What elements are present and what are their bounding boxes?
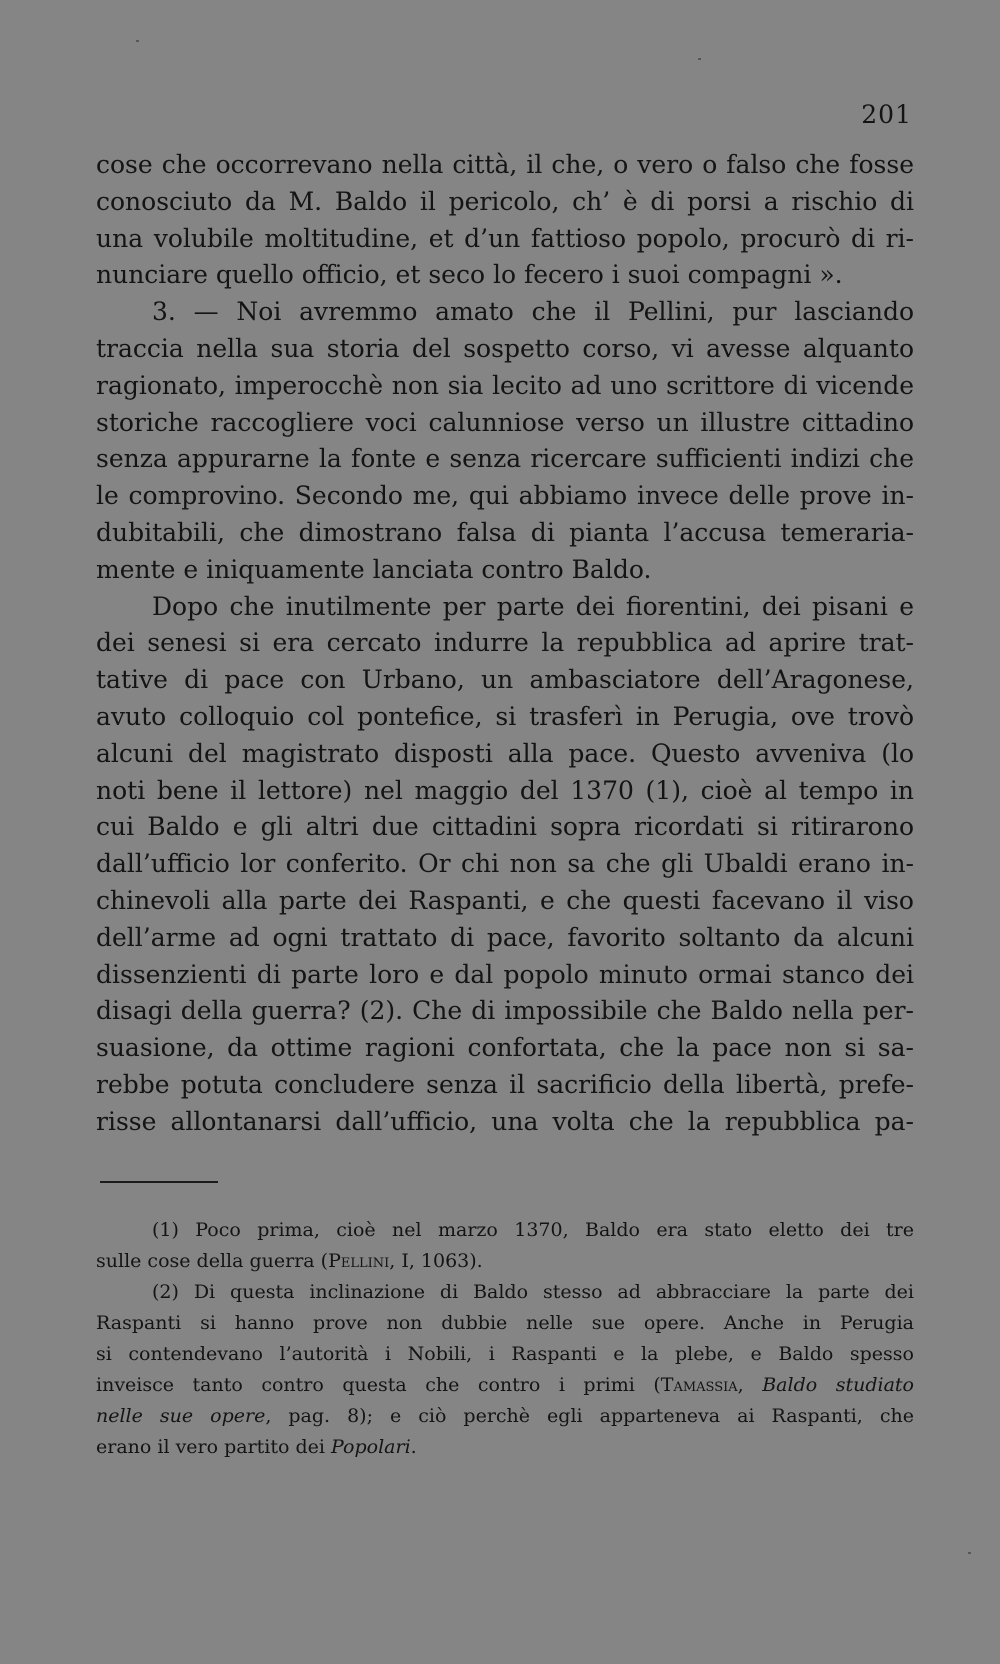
book-title: Baldo studiato: [762, 1374, 914, 1396]
text-line: nunciare quello officio, et seco lo fecero i suoi compagni ».: [96, 260, 843, 290]
text-line: chinevoli alla parte dei Raspanti, e che questi facevano il viso: [96, 885, 914, 915]
emphasized-term: Popolari: [331, 1436, 411, 1458]
text-line: rebbe potuta concludere senza il sacrificio della libertà, prefe-: [96, 1069, 914, 1099]
footnote-2-line: [96, 1432, 914, 1463]
text-line: dell’arme ad ogni trattato di pace, favorito soltanto da alcuni: [96, 922, 914, 952]
footnote-text: sulle cose della guerra (: [96, 1250, 329, 1272]
text-line: noti bene il lettore) nel maggio del 1370 (1), cioè al tempo in: [96, 775, 914, 805]
footnote-2-line: (2) Di questa inclinazione di Baldo stesso ad abbracciare la parte dei: [152, 1281, 914, 1303]
scan-speck: [968, 1552, 971, 1554]
footnote-divider: [100, 1181, 218, 1183]
text-line: conosciuto da M. Baldo il pericolo, ch’ è di porsi a rischio di: [96, 186, 914, 216]
footnote-2-line: Raspanti si hanno prove non dubbie nelle sue opere. Anche in Perugia: [96, 1312, 914, 1334]
footnote-text: erano il vero partito dei: [96, 1436, 332, 1458]
text-line: dissenzienti di parte loro e dal popolo minuto ormai stanco dei: [96, 959, 914, 989]
footnote-1-line: [96, 1246, 914, 1277]
text-line: disagi della guerra? (2). Che di impossibile che Baldo nella per-: [96, 996, 914, 1026]
main-text: [96, 147, 914, 1141]
text-line: cui Baldo e gli altri due cittadini sopra ricordati si ritirarono: [96, 812, 914, 842]
text-line: avuto colloquio col pontefice, si trasferì in Perugia, ove trovò: [96, 701, 914, 731]
footnote-text: ,: [737, 1374, 763, 1396]
paragraph-start-line: 3. — Noi avremmo amato che il Pellini, pur lasciando: [152, 297, 914, 327]
paragraph-start-line: Dopo che inutilmente per parte dei fiorentini, dei pisani e: [152, 591, 914, 621]
text-line: le comprovino. Secondo me, qui abbiamo invece delle prove in-: [96, 481, 914, 511]
text-line: ragionato, imperocchè non sia lecito ad uno scrittore di vicende: [96, 370, 914, 400]
text-line: alcuni del magistrato disposti alla pace. Questo avveniva (lo: [96, 738, 914, 768]
footnote-text: , I, 1063).: [389, 1250, 483, 1272]
author-name: Pellini: [328, 1250, 390, 1272]
footnotes: [96, 1215, 914, 1463]
text-line: senza appurarne la fonte e senza ricercare sufficienti indizi che: [96, 444, 914, 474]
text-line: dall’ufficio lor conferito. Or chi non sa che gli Ubaldi erano in-: [96, 849, 914, 879]
footnote-2-line: si contendevano l’autorità i Nobili, i Raspanti e la plebe, e Baldo spesso: [96, 1343, 914, 1365]
footnote-1-line: (1) Poco prima, cioè nel marzo 1370, Baldo era stato eletto dei tre: [152, 1219, 914, 1241]
text-line: dei senesi si era cercato indurre la repubblica ad aprire trat-: [96, 628, 914, 658]
footnote-text: , pag. 8); e ciò perchè egli apparteneva ai Raspanti, che: [265, 1405, 914, 1427]
scan-speck: [136, 40, 139, 42]
text-line: tative di pace con Urbano, un ambasciatore dell’Aragonese,: [96, 665, 914, 695]
footnote-2-line: [96, 1370, 914, 1401]
author-name: Tamassia: [660, 1374, 738, 1396]
text-line: dubitabili, che dimostrano falsa di pianta l’accusa temeraria-: [96, 517, 914, 547]
text-line: mente e iniquamente lanciata contro Baldo.: [96, 554, 652, 584]
book-title: nelle sue opere: [96, 1405, 266, 1427]
footnote-text: inveisce tanto contro questa che contro i primi (: [96, 1374, 661, 1396]
page-number: 201: [861, 100, 912, 129]
footnote-text: .: [410, 1436, 417, 1458]
text-line: traccia nella sua storia del sospetto corso, vi avesse alquanto: [96, 333, 914, 363]
footnote-2-line: [96, 1401, 914, 1432]
text-line: una volubile moltitudine, et d’un fattioso popolo, procurò di ri-: [96, 223, 914, 253]
text-line: risse allontanarsi dall’ufficio, una volta che la repubblica pa-: [96, 1106, 914, 1136]
scan-speck: [698, 58, 701, 60]
text-line: cose che occorrevano nella città, il che, o vero o falso che fosse: [96, 150, 914, 179]
text-line: suasione, da ottime ragioni confortata, che la pace non si sa-: [96, 1033, 914, 1063]
text-line: storiche raccogliere voci calunniose verso un illustre cittadino: [96, 407, 914, 437]
